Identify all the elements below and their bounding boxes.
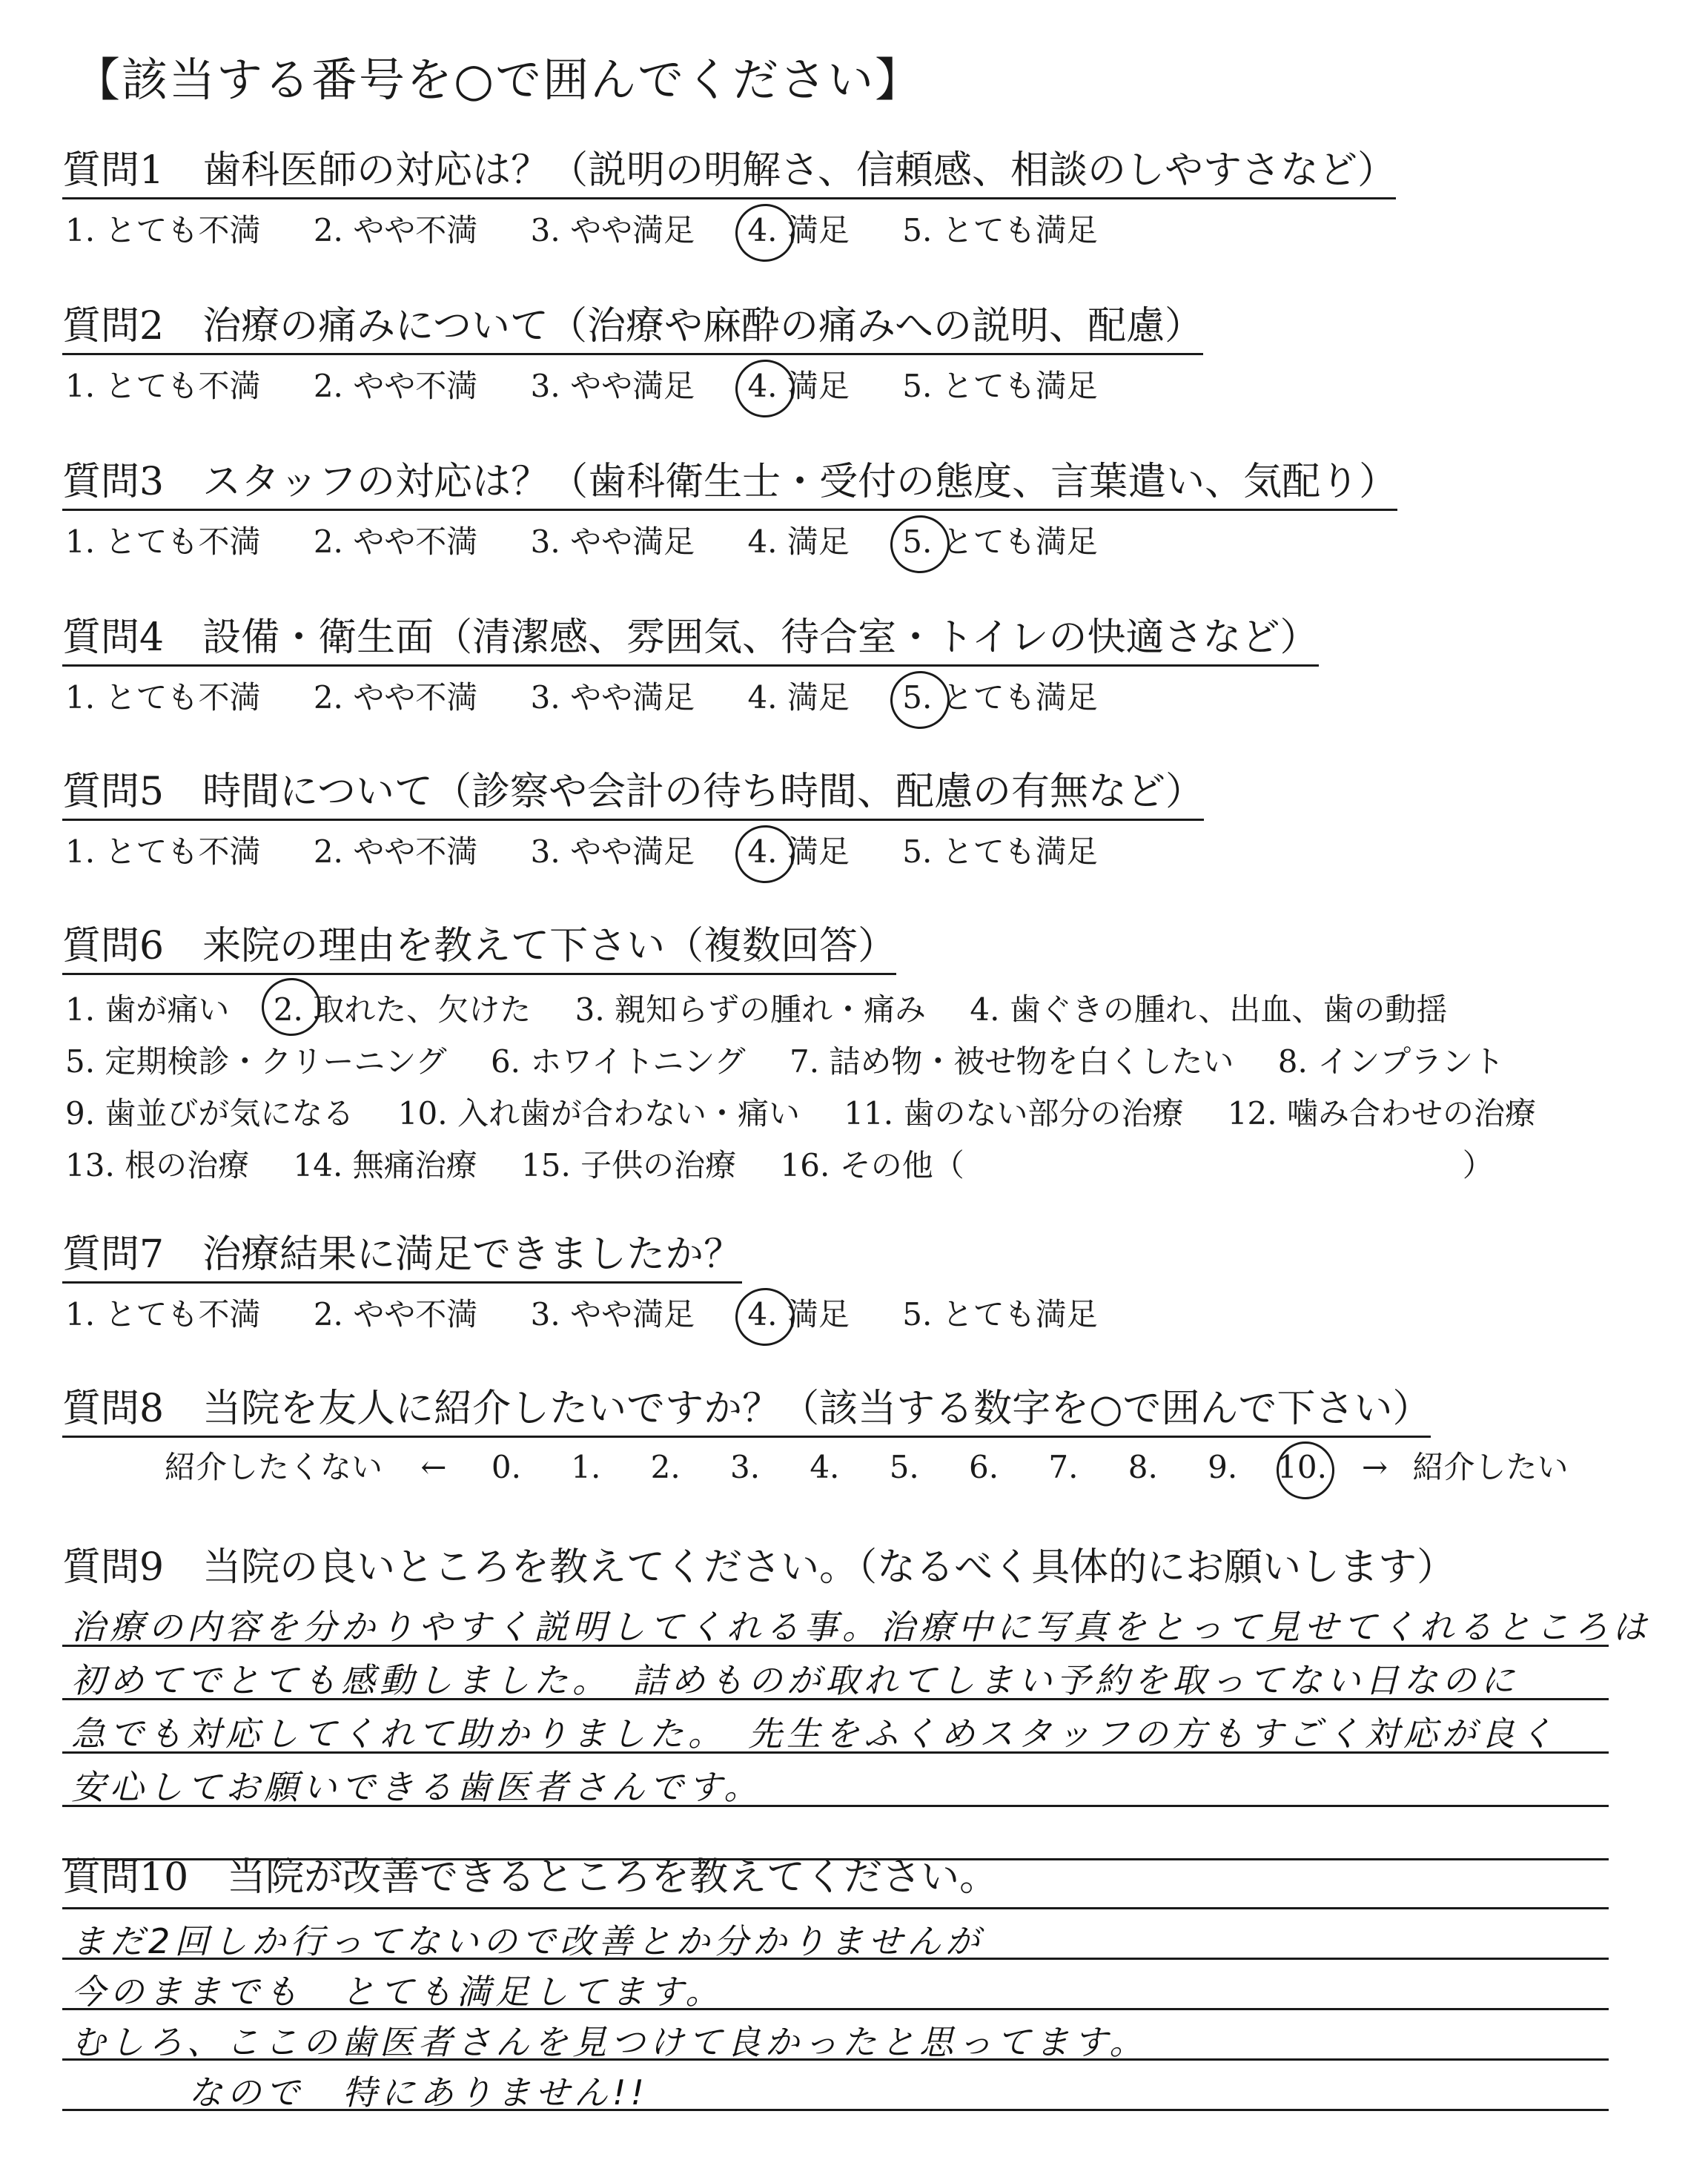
question-5 — [62, 768, 1204, 873]
scale-2[interactable]: 2. — [650, 1449, 681, 1485]
option-5[interactable]: 5. とても満足 — [902, 833, 1098, 870]
option-5[interactable]: 5. とても満足 — [902, 1296, 1098, 1332]
option-3[interactable]: 3. やや満足 — [530, 1296, 695, 1332]
scale-right-label: 紹介したい — [1412, 1449, 1569, 1485]
scale-0[interactable]: 0. — [491, 1449, 521, 1485]
reason-9[interactable]: 9. 歯並びが気になる — [65, 1095, 354, 1132]
options-row-4 — [65, 1140, 1570, 1192]
question-9-title: 質問9 当院の良いところを教えてください。（なるべく具体的にお願いします） — [62, 1545, 1456, 1590]
question-7 — [62, 1231, 1141, 1335]
scale-4[interactable]: 4. — [810, 1449, 840, 1485]
handwritten-answer-line: まだ2回しか行ってないので改善とか分かりませんが — [71, 1921, 984, 1961]
option-1[interactable]: 1. とても不満 — [65, 833, 261, 870]
question-2-options — [65, 366, 1203, 407]
reason-2-selected[interactable]: 2. 取れた、欠けた — [274, 984, 531, 1036]
question-2-title: 質問2 治療の痛みについて（治療や麻酔の痛みへの説明、配慮） — [62, 303, 1203, 355]
question-5-title: 質問5 時間について（診察や会計の待ち時間、配慮の有無など） — [62, 768, 1204, 821]
options-row-2 — [65, 1036, 1570, 1088]
scale-1[interactable]: 1. — [571, 1449, 601, 1485]
reason-16-other[interactable]: 16. その他（ ） — [780, 1147, 1494, 1183]
question-8 — [62, 1385, 1431, 1438]
reason-5[interactable]: 5. 定期検診・クリーニング — [65, 1043, 447, 1080]
question-10-answer-area[interactable] — [62, 1907, 1609, 2144]
question-3-options — [65, 521, 1397, 563]
option-5[interactable]: 5. とても満足 — [902, 212, 1098, 248]
question-10 — [62, 1854, 998, 1904]
option-4[interactable]: 4. 満足 — [747, 524, 850, 560]
option-3[interactable]: 3. やや満足 — [530, 368, 695, 404]
question-1-options — [65, 210, 1396, 251]
scale-8[interactable]: 8. — [1128, 1449, 1158, 1485]
options-row-1 — [65, 984, 1570, 1036]
recommend-scale — [165, 1443, 1581, 1487]
instruction-header: 【該当する番号を○で囲んでください】 — [74, 53, 923, 107]
reason-8[interactable]: 8. インプラント — [1277, 1043, 1505, 1080]
scale-3[interactable]: 3. — [729, 1449, 761, 1485]
handwritten-answer-line: 治療の内容を分かりやすく説明してくれる事。治療中に写真をとって見せてくれるところは — [71, 1607, 1652, 1647]
option-1[interactable]: 1. とても不満 — [65, 368, 261, 404]
question-8-title: 質問8 当院を友人に紹介したいですか？（該当する数字を○で囲んで下さい） — [62, 1385, 1431, 1438]
question-3-title: 質問3 スタッフの対応は？（歯科衛生士・受付の態度、言葉遣い、気配り） — [62, 458, 1397, 511]
reason-3[interactable]: 3. 親知らずの腫れ・痛み — [575, 991, 927, 1028]
question-7-options — [65, 1294, 1141, 1335]
handwritten-answer-line: 今のままでも とても満足してます。 — [71, 1972, 724, 2012]
option-1[interactable]: 1. とても不満 — [65, 1296, 261, 1332]
option-2[interactable]: 2. やや不満 — [313, 833, 478, 870]
question-2 — [62, 303, 1203, 407]
question-5-options — [65, 831, 1204, 873]
question-4-title: 質問4 設備・衛生面（清潔感、雰囲気、待合室・トイレの快適さなど） — [62, 614, 1319, 667]
answer-rule — [62, 1907, 1609, 1909]
question-3 — [62, 458, 1397, 563]
question-10-title: 質問10 当院が改善できるところを教えてください。 — [62, 1855, 999, 1900]
question-7-title: 質問7 治療結果に満足できましたか？ — [62, 1231, 742, 1284]
reason-12[interactable]: 12. 噛み合わせの治療 — [1227, 1095, 1536, 1132]
scale-10-selected[interactable]: 10. — [1268, 1449, 1337, 1485]
option-4[interactable]: 4. 満足 — [747, 679, 850, 716]
reason-11[interactable]: 11. 歯のない部分の治療 — [844, 1095, 1184, 1132]
scale-6[interactable]: 6. — [969, 1449, 999, 1485]
question-6-title: 質問6 来院の理由を教えて下さい（複数回答） — [62, 922, 896, 975]
scale-9[interactable]: 9. — [1208, 1449, 1238, 1485]
question-1-title: 質問1 歯科医師の対応は？（説明の明解さ、信頼感、相談のしやすさなど） — [62, 147, 1396, 199]
option-4-selected[interactable]: 4. 満足 — [747, 210, 849, 251]
option-2[interactable]: 2. やや不満 — [313, 679, 478, 716]
reason-14[interactable]: 14. 無痛治療 — [293, 1147, 477, 1183]
option-4-selected[interactable]: 4. 満足 — [747, 831, 849, 873]
options-row-3 — [65, 1088, 1570, 1140]
reason-10[interactable]: 10. 入れ歯が合わない・痛い — [397, 1095, 800, 1132]
question-4 — [62, 614, 1319, 719]
option-5-selected[interactable]: 5. とても満足 — [902, 677, 1097, 719]
option-3[interactable]: 3. やや満足 — [530, 679, 695, 716]
option-5-selected[interactable]: 5. とても満足 — [902, 521, 1097, 563]
option-3[interactable]: 3. やや満足 — [530, 524, 695, 560]
handwritten-answer-line: むしろ、ここの歯医者さんを見つけて良かったと思ってます。 — [71, 2022, 1148, 2062]
reason-1[interactable]: 1. 歯が痛い — [65, 991, 230, 1028]
handwritten-answer-line: 急でも対応してくれて助かりました。 先生をふくめスタッフの方もすごく対応が良く — [71, 1714, 1558, 1754]
handwritten-answer-line: 初めてでとても感動しました。 詰めものが取れてしまい予約を取ってない日なのに — [71, 1660, 1519, 1700]
option-4-selected[interactable]: 4. 満足 — [747, 1294, 849, 1335]
reason-15[interactable]: 15. 子供の治療 — [521, 1147, 737, 1183]
option-3[interactable]: 3. やや満足 — [530, 212, 695, 248]
right-arrow-icon: → — [1361, 1449, 1388, 1485]
question-6-options — [65, 984, 1570, 1192]
scale-5[interactable]: 5. — [889, 1449, 919, 1485]
question-9 — [62, 1544, 1455, 1594]
question-9-answer-area[interactable] — [62, 1594, 1652, 1817]
option-4-selected[interactable]: 4. 満足 — [747, 366, 849, 407]
reason-13[interactable]: 13. 根の治療 — [65, 1147, 250, 1183]
reason-6[interactable]: 6. ホワイトニング — [490, 1043, 746, 1080]
option-3[interactable]: 3. やや満足 — [530, 833, 695, 870]
option-5[interactable]: 5. とても満足 — [902, 368, 1098, 404]
question-6 — [62, 922, 1570, 1192]
option-2[interactable]: 2. やや不満 — [313, 368, 478, 404]
question-1 — [62, 147, 1396, 251]
reason-7[interactable]: 7. 詰め物・被せ物を白くしたい — [789, 1043, 1234, 1080]
handwritten-answer-line: なので 特にありません!! — [188, 2073, 649, 2113]
option-1[interactable]: 1. とても不満 — [65, 679, 261, 716]
reason-4[interactable]: 4. 歯ぐきの腫れ、出血、歯の動揺 — [970, 991, 1448, 1028]
scale-left-label: 紹介したくない — [165, 1449, 383, 1485]
option-2[interactable]: 2. やや不満 — [313, 212, 478, 248]
option-2[interactable]: 2. やや不満 — [313, 1296, 478, 1332]
option-1[interactable]: 1. とても不満 — [65, 524, 261, 560]
question-4-options — [65, 677, 1319, 719]
handwritten-answer-line: 安心してお願いできる歯医者さんです。 — [71, 1767, 763, 1807]
option-1[interactable]: 1. とても不満 — [65, 212, 261, 248]
scale-7[interactable]: 7. — [1048, 1449, 1079, 1485]
option-2[interactable]: 2. やや不満 — [313, 524, 478, 560]
left-arrow-icon: ← — [420, 1449, 447, 1485]
